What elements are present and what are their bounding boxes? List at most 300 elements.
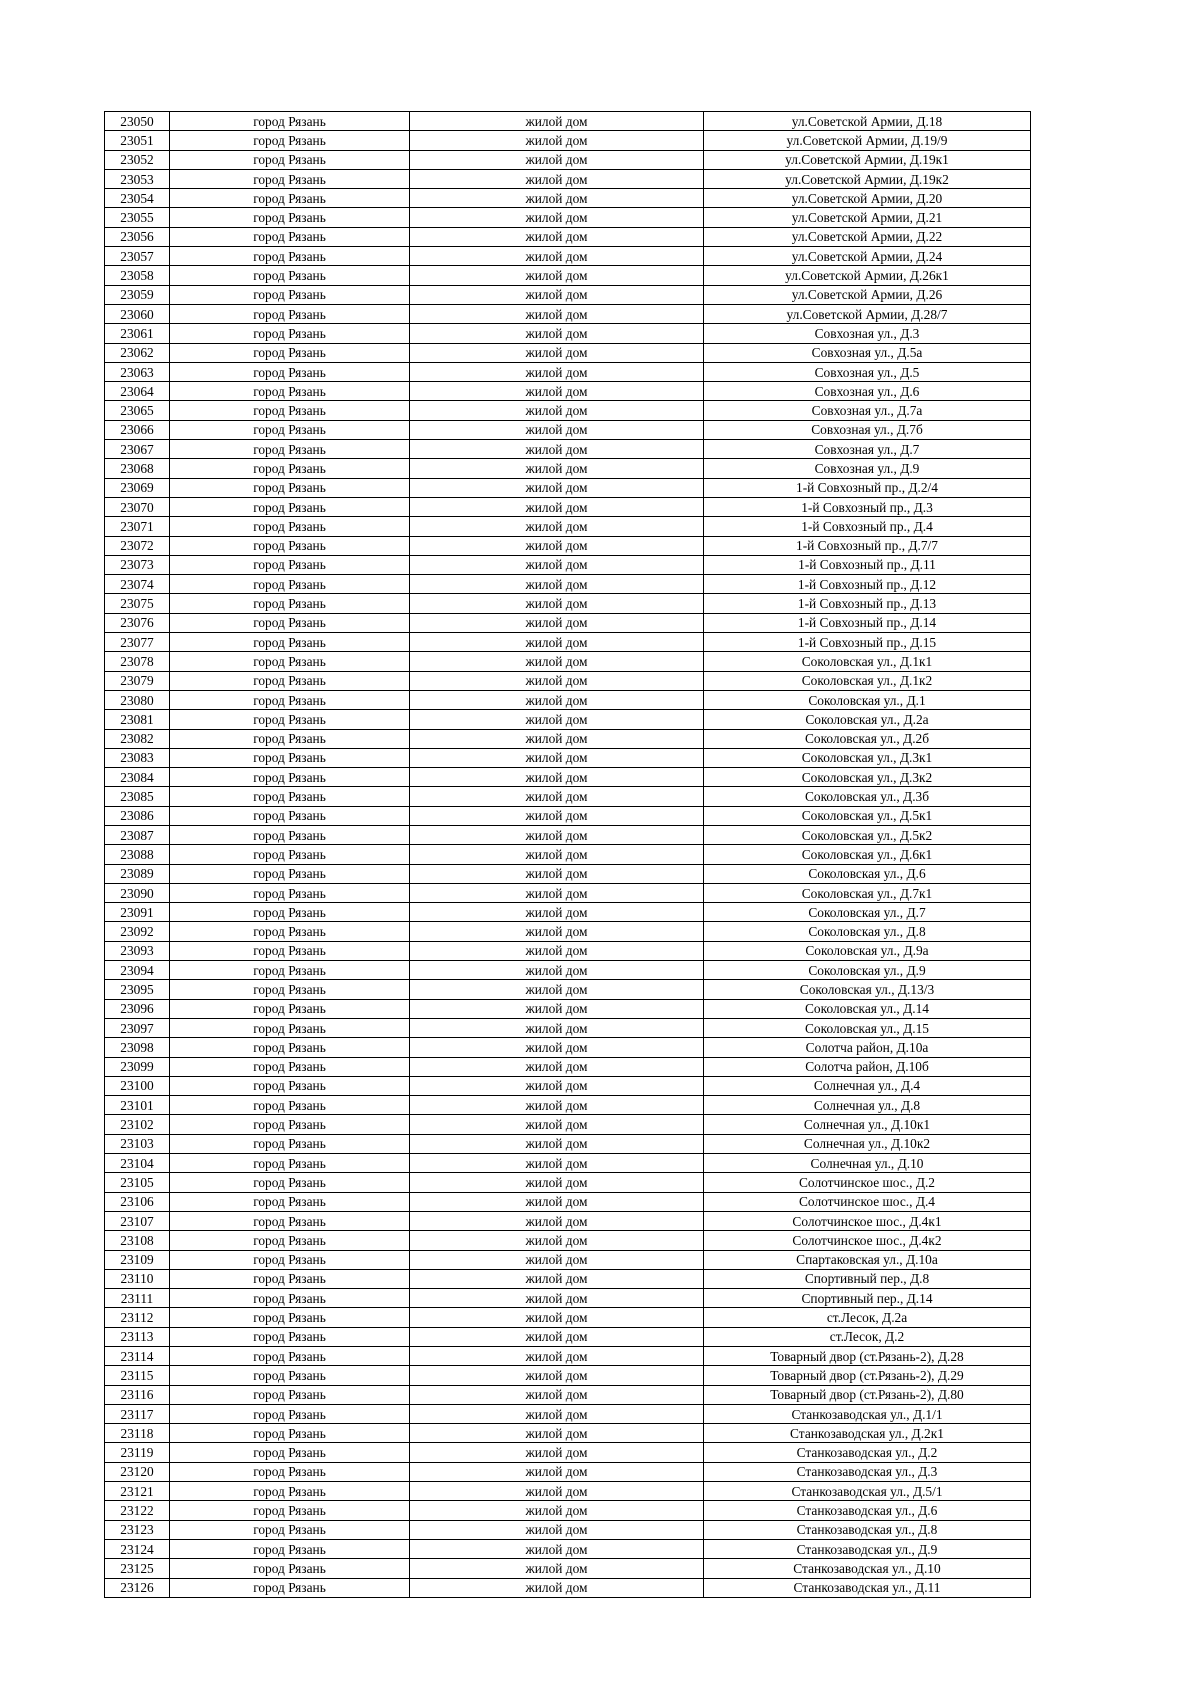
table-row [105, 941, 1031, 960]
record-number-cell: 23070 [105, 497, 170, 516]
city-cell: город Рязань [170, 864, 410, 883]
city-cell: город Рязань [170, 748, 410, 767]
address-cell: Спортивный пер., Д.14 [704, 1289, 1031, 1308]
address-cell: ул.Советской Армии, Д.26 [704, 285, 1031, 304]
building-type-cell: жилой дом [410, 980, 704, 999]
building-type-cell: жилой дом [410, 1038, 704, 1057]
table-row [105, 594, 1031, 613]
address-cell: Солнечная ул., Д.10к2 [704, 1134, 1031, 1153]
building-type-cell: жилой дом [410, 1520, 704, 1539]
address-cell: 1-й Совхозный пр., Д.14 [704, 613, 1031, 632]
table-row [105, 575, 1031, 594]
table-row [105, 343, 1031, 362]
city-cell: город Рязань [170, 1134, 410, 1153]
table-row [105, 1154, 1031, 1173]
address-cell: Соколовская ул., Д.1к1 [704, 652, 1031, 671]
table-row [105, 324, 1031, 343]
table-row [105, 825, 1031, 844]
address-cell: Совхозная ул., Д.5а [704, 343, 1031, 362]
table-row [105, 1076, 1031, 1095]
city-cell: город Рязань [170, 825, 410, 844]
table-row [105, 497, 1031, 516]
building-type-cell: жилой дом [410, 247, 704, 266]
city-cell: город Рязань [170, 497, 410, 516]
building-type-cell: жилой дом [410, 150, 704, 169]
address-cell: ул.Советской Армии, Д.19к1 [704, 150, 1031, 169]
city-cell: город Рязань [170, 1250, 410, 1269]
city-cell: город Рязань [170, 1154, 410, 1173]
city-cell: город Рязань [170, 787, 410, 806]
building-type-cell: жилой дом [410, 459, 704, 478]
table-row [105, 1308, 1031, 1327]
record-number-cell: 23053 [105, 169, 170, 188]
city-cell: город Рязань [170, 1115, 410, 1134]
record-number-cell: 23111 [105, 1289, 170, 1308]
record-number-cell: 23055 [105, 208, 170, 227]
address-cell: Станкозаводская ул., Д.5/1 [704, 1482, 1031, 1501]
record-number-cell: 23114 [105, 1347, 170, 1366]
city-cell: город Рязань [170, 1578, 410, 1597]
building-type-cell: жилой дом [410, 1250, 704, 1269]
address-cell: Соколовская ул., Д.7 [704, 903, 1031, 922]
record-number-cell: 23089 [105, 864, 170, 883]
table-row [105, 1018, 1031, 1037]
city-cell: город Рязань [170, 729, 410, 748]
building-type-cell: жилой дом [410, 768, 704, 787]
city-cell: город Рязань [170, 1076, 410, 1095]
city-cell: город Рязань [170, 690, 410, 709]
record-number-cell: 23052 [105, 150, 170, 169]
table-row [105, 1385, 1031, 1404]
address-cell: Совхозная ул., Д.6 [704, 382, 1031, 401]
city-cell: город Рязань [170, 459, 410, 478]
record-number-cell: 23124 [105, 1539, 170, 1558]
record-number-cell: 23097 [105, 1018, 170, 1037]
city-cell: город Рязань [170, 440, 410, 459]
address-cell: Соколовская ул., Д.1 [704, 690, 1031, 709]
record-number-cell: 23087 [105, 825, 170, 844]
building-type-cell: жилой дом [410, 131, 704, 150]
table-row [105, 883, 1031, 902]
building-type-cell: жилой дом [410, 362, 704, 381]
record-number-cell: 23084 [105, 768, 170, 787]
table-row [105, 633, 1031, 652]
record-number-cell: 23126 [105, 1578, 170, 1597]
address-cell: ул.Советской Армии, Д.22 [704, 227, 1031, 246]
record-number-cell: 23115 [105, 1366, 170, 1385]
city-cell: город Рязань [170, 150, 410, 169]
record-number-cell: 23074 [105, 575, 170, 594]
record-number-cell: 23117 [105, 1404, 170, 1423]
table-row [105, 922, 1031, 941]
city-cell: город Рязань [170, 1173, 410, 1192]
table-row [105, 208, 1031, 227]
city-cell: город Рязань [170, 536, 410, 555]
building-type-cell: жилой дом [410, 1443, 704, 1462]
table-row [105, 1404, 1031, 1423]
city-cell: город Рязань [170, 1231, 410, 1250]
table-row [105, 999, 1031, 1018]
address-cell: Солнечная ул., Д.10к1 [704, 1115, 1031, 1134]
building-type-cell: жилой дом [410, 1018, 704, 1037]
address-cell: Товарный двор (ст.Рязань-2), Д.28 [704, 1347, 1031, 1366]
city-cell: город Рязань [170, 1482, 410, 1501]
building-type-cell: жилой дом [410, 1269, 704, 1288]
address-cell: Солнечная ул., Д.8 [704, 1096, 1031, 1115]
building-type-cell: жилой дом [410, 1424, 704, 1443]
record-number-cell: 23057 [105, 247, 170, 266]
address-cell: Совхозная ул., Д.9 [704, 459, 1031, 478]
table-row [105, 382, 1031, 401]
building-type-cell: жилой дом [410, 112, 704, 131]
table-row [105, 1443, 1031, 1462]
record-number-cell: 23060 [105, 304, 170, 323]
table-row [105, 459, 1031, 478]
building-type-cell: жилой дом [410, 633, 704, 652]
building-type-cell: жилой дом [410, 420, 704, 439]
address-cell: Соколовская ул., Д.9 [704, 961, 1031, 980]
city-cell: город Рязань [170, 1539, 410, 1558]
city-cell: город Рязань [170, 883, 410, 902]
address-cell: 1-й Совхозный пр., Д.3 [704, 497, 1031, 516]
city-cell: город Рязань [170, 710, 410, 729]
record-number-cell: 23054 [105, 189, 170, 208]
city-cell: город Рязань [170, 1443, 410, 1462]
address-cell: 1-й Совхозный пр., Д.12 [704, 575, 1031, 594]
city-cell: город Рязань [170, 594, 410, 613]
table-row [105, 1096, 1031, 1115]
address-cell: Станкозаводская ул., Д.6 [704, 1501, 1031, 1520]
record-number-cell: 23078 [105, 652, 170, 671]
city-cell: город Рязань [170, 112, 410, 131]
building-type-cell: жилой дом [410, 787, 704, 806]
address-cell: Солнечная ул., Д.10 [704, 1154, 1031, 1173]
record-number-cell: 23083 [105, 748, 170, 767]
record-number-cell: 23079 [105, 671, 170, 690]
building-type-cell: жилой дом [410, 189, 704, 208]
record-number-cell: 23109 [105, 1250, 170, 1269]
building-type-cell: жилой дом [410, 1327, 704, 1346]
address-cell: Соколовская ул., Д.3б [704, 787, 1031, 806]
table-row [105, 748, 1031, 767]
building-type-cell: жилой дом [410, 324, 704, 343]
address-cell: 1-й Совхозный пр., Д.13 [704, 594, 1031, 613]
building-type-cell: жилой дом [410, 1057, 704, 1076]
building-type-cell: жилой дом [410, 652, 704, 671]
record-number-cell: 23094 [105, 961, 170, 980]
city-cell: город Рязань [170, 131, 410, 150]
table-row [105, 1231, 1031, 1250]
record-number-cell: 23082 [105, 729, 170, 748]
building-type-cell: жилой дом [410, 961, 704, 980]
city-cell: город Рязань [170, 1520, 410, 1539]
city-cell: город Рязань [170, 266, 410, 285]
city-cell: город Рязань [170, 1211, 410, 1230]
building-type-cell: жилой дом [410, 690, 704, 709]
table-row [105, 845, 1031, 864]
record-number-cell: 23076 [105, 613, 170, 632]
table-row [105, 1115, 1031, 1134]
building-type-cell: жилой дом [410, 903, 704, 922]
building-type-cell: жилой дом [410, 864, 704, 883]
building-type-cell: жилой дом [410, 1289, 704, 1308]
address-cell: Спортивный пер., Д.8 [704, 1269, 1031, 1288]
record-number-cell: 23086 [105, 806, 170, 825]
city-cell: город Рязань [170, 169, 410, 188]
table-row [105, 768, 1031, 787]
address-cell: Соколовская ул., Д.3к2 [704, 768, 1031, 787]
table-row [105, 555, 1031, 574]
table-row [105, 189, 1031, 208]
address-cell: Солнечная ул., Д.4 [704, 1076, 1031, 1095]
table-row [105, 247, 1031, 266]
building-type-cell: жилой дом [410, 729, 704, 748]
city-cell: город Рязань [170, 324, 410, 343]
building-type-cell: жилой дом [410, 169, 704, 188]
record-number-cell: 23116 [105, 1385, 170, 1404]
address-cell: Совхозная ул., Д.3 [704, 324, 1031, 343]
city-cell: город Рязань [170, 671, 410, 690]
address-cell: ул.Советской Армии, Д.28/7 [704, 304, 1031, 323]
building-type-cell: жилой дом [410, 883, 704, 902]
record-number-cell: 23098 [105, 1038, 170, 1057]
table-row [105, 961, 1031, 980]
record-number-cell: 23113 [105, 1327, 170, 1346]
record-number-cell: 23080 [105, 690, 170, 709]
address-cell: Солотча район, Д.10б [704, 1057, 1031, 1076]
address-cell: Совхозная ул., Д.7б [704, 420, 1031, 439]
city-cell: город Рязань [170, 478, 410, 497]
building-type-cell: жилой дом [410, 1559, 704, 1578]
city-cell: город Рязань [170, 1501, 410, 1520]
city-cell: город Рязань [170, 189, 410, 208]
address-cell: Соколовская ул., Д.3к1 [704, 748, 1031, 767]
city-cell: город Рязань [170, 941, 410, 960]
building-type-cell: жилой дом [410, 1539, 704, 1558]
address-cell: Станкозаводская ул., Д.2к1 [704, 1424, 1031, 1443]
record-number-cell: 23085 [105, 787, 170, 806]
building-type-cell: жилой дом [410, 555, 704, 574]
building-type-cell: жилой дом [410, 1173, 704, 1192]
city-cell: город Рязань [170, 555, 410, 574]
record-number-cell: 23125 [105, 1559, 170, 1578]
table-row [105, 478, 1031, 497]
building-type-cell: жилой дом [410, 517, 704, 536]
record-number-cell: 23122 [105, 1501, 170, 1520]
city-cell: город Рязань [170, 247, 410, 266]
city-cell: город Рязань [170, 227, 410, 246]
building-type-cell: жилой дом [410, 594, 704, 613]
city-cell: город Рязань [170, 1404, 410, 1423]
table-row [105, 787, 1031, 806]
table-row [105, 1038, 1031, 1057]
address-register-body [105, 112, 1031, 1598]
record-number-cell: 23081 [105, 710, 170, 729]
city-cell: город Рязань [170, 575, 410, 594]
record-number-cell: 23100 [105, 1076, 170, 1095]
address-cell: 1-й Совхозный пр., Д.15 [704, 633, 1031, 652]
record-number-cell: 23101 [105, 1096, 170, 1115]
address-cell: Солотчинское шос., Д.4к1 [704, 1211, 1031, 1230]
table-row [105, 1250, 1031, 1269]
table-row [105, 903, 1031, 922]
address-cell: Соколовская ул., Д.5к2 [704, 825, 1031, 844]
table-row [105, 1578, 1031, 1597]
record-number-cell: 23058 [105, 266, 170, 285]
table-row [105, 420, 1031, 439]
table-row [105, 1482, 1031, 1501]
record-number-cell: 23102 [105, 1115, 170, 1134]
city-cell: город Рязань [170, 1559, 410, 1578]
table-row [105, 169, 1031, 188]
address-cell: ул.Советской Армии, Д.19к2 [704, 169, 1031, 188]
record-number-cell: 23061 [105, 324, 170, 343]
record-number-cell: 23063 [105, 362, 170, 381]
table-row [105, 517, 1031, 536]
building-type-cell: жилой дом [410, 1308, 704, 1327]
building-type-cell: жилой дом [410, 1347, 704, 1366]
city-cell: город Рязань [170, 1038, 410, 1057]
address-cell: ул.Советской Армии, Д.21 [704, 208, 1031, 227]
record-number-cell: 23112 [105, 1308, 170, 1327]
building-type-cell: жилой дом [410, 748, 704, 767]
city-cell: город Рязань [170, 633, 410, 652]
table-row [105, 710, 1031, 729]
table-row [105, 1559, 1031, 1578]
city-cell: город Рязань [170, 1057, 410, 1076]
record-number-cell: 23075 [105, 594, 170, 613]
address-cell: Солотчинское шос., Д.2 [704, 1173, 1031, 1192]
address-cell: ул.Советской Армии, Д.20 [704, 189, 1031, 208]
address-cell: Совхозная ул., Д.7 [704, 440, 1031, 459]
address-cell: Станкозаводская ул., Д.10 [704, 1559, 1031, 1578]
table-row [105, 1501, 1031, 1520]
building-type-cell: жилой дом [410, 536, 704, 555]
city-cell: город Рязань [170, 806, 410, 825]
building-type-cell: жилой дом [410, 208, 704, 227]
building-type-cell: жилой дом [410, 440, 704, 459]
city-cell: город Рязань [170, 1462, 410, 1481]
building-type-cell: жилой дом [410, 285, 704, 304]
address-cell: Соколовская ул., Д.2б [704, 729, 1031, 748]
building-type-cell: жилой дом [410, 1578, 704, 1597]
table-row [105, 1192, 1031, 1211]
table-row [105, 1134, 1031, 1153]
city-cell: город Рязань [170, 362, 410, 381]
address-cell: Солотчинское шос., Д.4 [704, 1192, 1031, 1211]
record-number-cell: 23106 [105, 1192, 170, 1211]
address-cell: ул.Советской Армии, Д.19/9 [704, 131, 1031, 150]
city-cell: город Рязань [170, 1096, 410, 1115]
address-cell: ст.Лесок, Д.2 [704, 1327, 1031, 1346]
address-cell: Совхозная ул., Д.5 [704, 362, 1031, 381]
city-cell: город Рязань [170, 613, 410, 632]
building-type-cell: жилой дом [410, 941, 704, 960]
table-row [105, 1520, 1031, 1539]
address-cell: Соколовская ул., Д.15 [704, 1018, 1031, 1037]
table-row [105, 401, 1031, 420]
table-row [105, 1366, 1031, 1385]
building-type-cell: жилой дом [410, 1115, 704, 1134]
address-cell: Станкозаводская ул., Д.1/1 [704, 1404, 1031, 1423]
building-type-cell: жилой дом [410, 304, 704, 323]
record-number-cell: 23119 [105, 1443, 170, 1462]
address-cell: Спартаковская ул., Д.10а [704, 1250, 1031, 1269]
city-cell: город Рязань [170, 517, 410, 536]
record-number-cell: 23069 [105, 478, 170, 497]
address-cell: ул.Советской Армии, Д.24 [704, 247, 1031, 266]
address-cell: Соколовская ул., Д.1к2 [704, 671, 1031, 690]
city-cell: город Рязань [170, 208, 410, 227]
record-number-cell: 23050 [105, 112, 170, 131]
table-row [105, 1289, 1031, 1308]
address-cell: Солотчинское шос., Д.4к2 [704, 1231, 1031, 1250]
building-type-cell: жилой дом [410, 1211, 704, 1230]
building-type-cell: жилой дом [410, 227, 704, 246]
record-number-cell: 23072 [105, 536, 170, 555]
building-type-cell: жилой дом [410, 710, 704, 729]
city-cell: город Рязань [170, 922, 410, 941]
building-type-cell: жилой дом [410, 497, 704, 516]
table-row [105, 285, 1031, 304]
record-number-cell: 23090 [105, 883, 170, 902]
record-number-cell: 23059 [105, 285, 170, 304]
address-cell: Соколовская ул., Д.13/3 [704, 980, 1031, 999]
table-row [105, 806, 1031, 825]
table-row [105, 150, 1031, 169]
building-type-cell: жилой дом [410, 1076, 704, 1095]
table-row [105, 131, 1031, 150]
building-type-cell: жилой дом [410, 382, 704, 401]
building-type-cell: жилой дом [410, 1462, 704, 1481]
record-number-cell: 23062 [105, 343, 170, 362]
address-cell: ст.Лесок, Д.2а [704, 1308, 1031, 1327]
address-cell: Станкозаводская ул., Д.11 [704, 1578, 1031, 1597]
table-row [105, 1424, 1031, 1443]
record-number-cell: 23091 [105, 903, 170, 922]
address-cell: 1-й Совхозный пр., Д.7/7 [704, 536, 1031, 555]
city-cell: город Рязань [170, 1366, 410, 1385]
table-row [105, 1347, 1031, 1366]
city-cell: город Рязань [170, 285, 410, 304]
building-type-cell: жилой дом [410, 671, 704, 690]
address-cell: Соколовская ул., Д.14 [704, 999, 1031, 1018]
record-number-cell: 23104 [105, 1154, 170, 1173]
building-type-cell: жилой дом [410, 1134, 704, 1153]
address-cell: Соколовская ул., Д.7к1 [704, 883, 1031, 902]
city-cell: город Рязань [170, 768, 410, 787]
record-number-cell: 23121 [105, 1482, 170, 1501]
city-cell: город Рязань [170, 652, 410, 671]
address-cell: Соколовская ул., Д.6 [704, 864, 1031, 883]
building-type-cell: жилой дом [410, 266, 704, 285]
building-type-cell: жилой дом [410, 401, 704, 420]
table-row [105, 112, 1031, 131]
address-cell: Станкозаводская ул., Д.8 [704, 1520, 1031, 1539]
building-type-cell: жилой дом [410, 1482, 704, 1501]
building-type-cell: жилой дом [410, 806, 704, 825]
city-cell: город Рязань [170, 999, 410, 1018]
building-type-cell: жилой дом [410, 575, 704, 594]
building-type-cell: жилой дом [410, 1501, 704, 1520]
building-type-cell: жилой дом [410, 478, 704, 497]
city-cell: город Рязань [170, 1289, 410, 1308]
city-cell: город Рязань [170, 961, 410, 980]
address-cell: Станкозаводская ул., Д.2 [704, 1443, 1031, 1462]
record-number-cell: 23073 [105, 555, 170, 574]
address-cell: Станкозаводская ул., Д.3 [704, 1462, 1031, 1481]
record-number-cell: 23093 [105, 941, 170, 960]
